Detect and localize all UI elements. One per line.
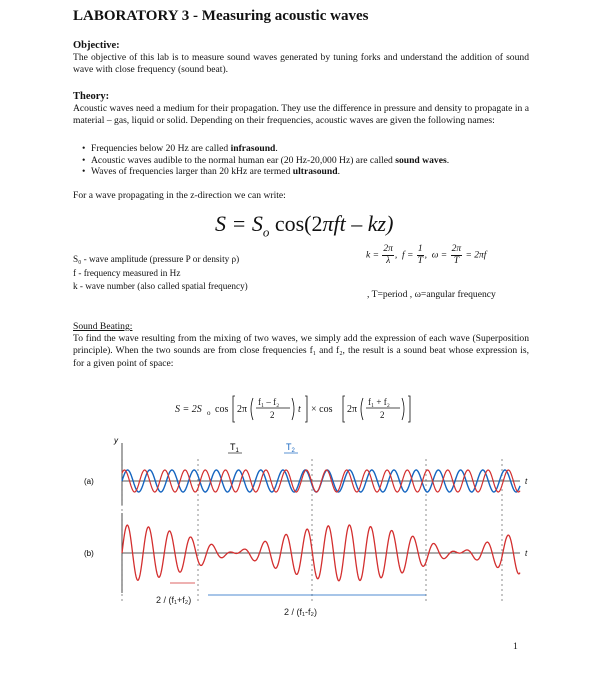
list-item: • Waves of frequencies larger than 20 kHz are termed ultrasound. bbox=[82, 166, 449, 178]
variable-definitions bbox=[73, 253, 248, 294]
page-number: 1 bbox=[513, 641, 518, 652]
svg-text:cos: cos bbox=[215, 404, 229, 415]
svg-text:t: t bbox=[298, 404, 301, 415]
t2-label: $T_2$ bbox=[286, 442, 295, 454]
svg-text:2π: 2π bbox=[237, 404, 248, 415]
theory-heading: Theory: bbox=[73, 91, 110, 102]
t-axis-label-b: t bbox=[525, 549, 528, 558]
objective-text: The objective of this lab is to measure sound waves generated by tuning forks and understand the addition of sound wave with close frequency (sound beat). bbox=[73, 52, 529, 76]
svg-text:f₁ + f₂: f₁ + f₂ bbox=[368, 397, 390, 407]
z-direction-text: For a wave propagating in the z-direction we can write: bbox=[73, 190, 286, 201]
wave-type-list bbox=[82, 143, 449, 178]
list-item: • Acoustic waves audible to the normal human ear (20 Hz-20,000 Hz) are called sound waves. bbox=[82, 155, 449, 167]
svg-text:2: 2 bbox=[380, 410, 385, 420]
wave-equation: $S = S_o$ cos(2πft – kz) bbox=[215, 211, 394, 240]
page-title: LABORATORY 3 - Measuring acoustic waves bbox=[73, 8, 369, 24]
label-a: (a) bbox=[84, 477, 94, 486]
svg-text:× cos: × cos bbox=[311, 404, 333, 415]
definition-frequency: f - frequency measured in Hz bbox=[73, 267, 181, 278]
sound-beating-text: To find the wave resulting from the mixing of two waves, we simply add the expression of each wave (Superposition principle). When the two sounds are from close frequencies f₁ and f₂, the result is a sound beat whose expression is, for a given point of space: bbox=[73, 333, 529, 369]
svg-text:2π: 2π bbox=[347, 404, 358, 415]
svg-text:2: 2 bbox=[270, 410, 275, 420]
beat-equation bbox=[175, 390, 475, 426]
long-period-label: 2 / (f₁-f₂) bbox=[284, 607, 318, 617]
label-b: (b) bbox=[84, 549, 94, 558]
theory-text: Acoustic waves need a medium for their propagation. They use the difference in pressure and density to propagate in a material – gas, liquid or solid. Depending on their frequencies, acoustic waves are given the following names: bbox=[73, 103, 529, 127]
beat-figure bbox=[70, 435, 550, 625]
sound-beating-heading: Sound Beating: bbox=[73, 321, 133, 332]
svg-text:S = 2S: S = 2S bbox=[175, 404, 202, 415]
definition-amplitude: S₀ - wave amplitude (pressure P or density ρ) bbox=[73, 254, 240, 264]
wave-relations: k = $\frac{2\pi}{\lambda}$ , f = $\frac{1}{T}$ , ω = $\frac{2\pi}{T}$ = 2πf bbox=[366, 244, 487, 266]
list-item: • Frequencies below 20 Hz are called infrasound. bbox=[82, 143, 449, 155]
objective-heading: Objective: bbox=[73, 40, 120, 51]
period-note: , T=period , ω=angular frequency bbox=[367, 289, 496, 300]
short-period-label: 2 / (f₁+f₂) bbox=[156, 595, 192, 605]
t-axis-label-a: t bbox=[525, 477, 528, 486]
y-axis-label: y bbox=[114, 436, 118, 445]
svg-text:o: o bbox=[207, 409, 211, 417]
svg-text:f₁ – f₂: f₁ – f₂ bbox=[258, 397, 280, 407]
t1-label: $T_1$ bbox=[230, 442, 239, 454]
definition-wave-number: k - wave number (also called spatial frequency) bbox=[73, 281, 248, 291]
